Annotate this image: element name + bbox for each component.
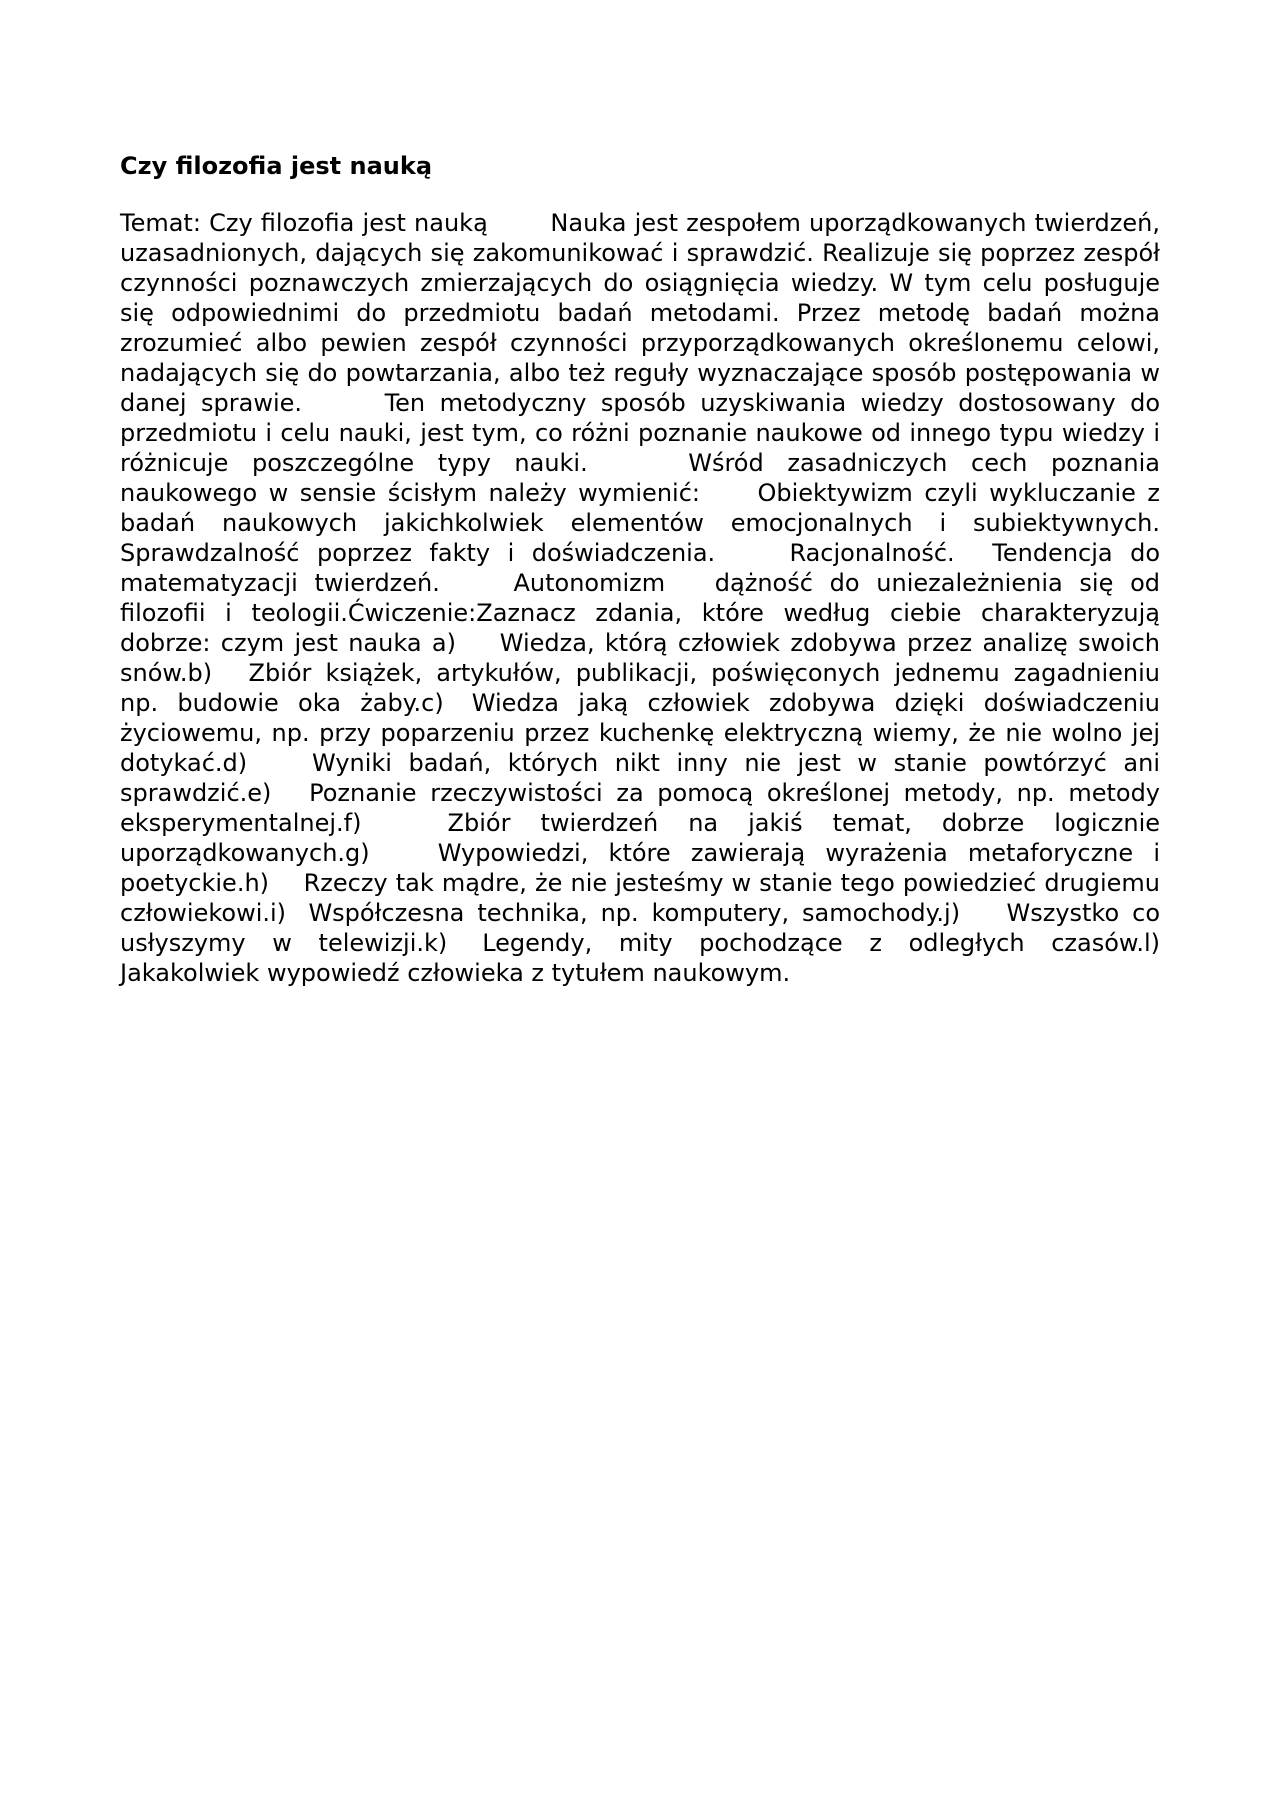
document-content (120, 150, 1213, 988)
document-body: Temat: Czy filozofia jest nauką Nauka jest zespołem uporządkowanych twierdzeń, uzasadnionych, dających się zakomunikować i sprawdzić. Realizuje się poprzez zespół czynności poznawczych zmierzających do osiągnięcia wiedzy. W tym celu posługuje się odpowiednimi do przedmiotu badań metodami. Przez metodę badań można zrozumieć albo pewien zespół czynności przyporządkowanych określonemu celowi, nadających się do powtarzania, albo też reguły wyznaczające sposób postępowania w danej sprawie. Ten metodyczny sposób uzyskiwania wiedzy dostosowany do przedmiotu i celu nauki, jest tym, co różni poznanie naukowe od innego typu wiedzy i różnicuje poszczególne typy nauki. Wśród zasadniczych cech poznania naukowego w sensie ścisłym należy wymienić: Obiektywizm czyli wykluczanie z badań naukowych jakichkolwiek elementów emocjonalnych i subiektywnych. Sprawdzalność poprzez fakty i doświadczenia. Racjonalność. Tendencja do matematyzacji twierdzeń. Autonomizm dążność do uniezależnienia się od filozofii i teologii.Ćwiczenie:Zaznacz zdania, które według ciebie charakteryzują dobrze: czym jest nauka a) Wiedza, którą człowiek zdobywa przez analizę swoich snów.b) Zbiór książek, artykułów, publikacji, poświęconych jednemu zagadnieniu np. budowie oka żaby.c) Wiedza jaką człowiek zdobywa dzięki doświadczeniu życiowemu, np. przy poparzeniu przez kuchenkę elektryczną wiemy, że nie wolno jej dotykać.d) Wyniki badań, których nikt inny nie jest w stanie powtórzyć ani sprawdzić.e) Poznanie rzeczywistości za pomocą określonej metody, np. metody eksperymentalnej.f) Zbiór twierdzeń na jakiś temat, dobrze logicznie uporządkowanych.g) Wypowiedzi, które zawierają wyrażenia metaforyczne i poetyckie.h) Rzeczy tak mądre, że nie jesteśmy w stanie tego powiedzieć drugiemu człowiekowi.i) Współczesna technika, np. komputery, samochody.j) Wszystko co usłyszymy w telewizji.k) Legendy, mity pochodzące z odległych czasów.l) Jakakolwiek wypowiedź człowieka z tytułem naukowym. (120, 209, 1213, 987)
document-title: Czy filozofia jest nauką (120, 152, 433, 180)
